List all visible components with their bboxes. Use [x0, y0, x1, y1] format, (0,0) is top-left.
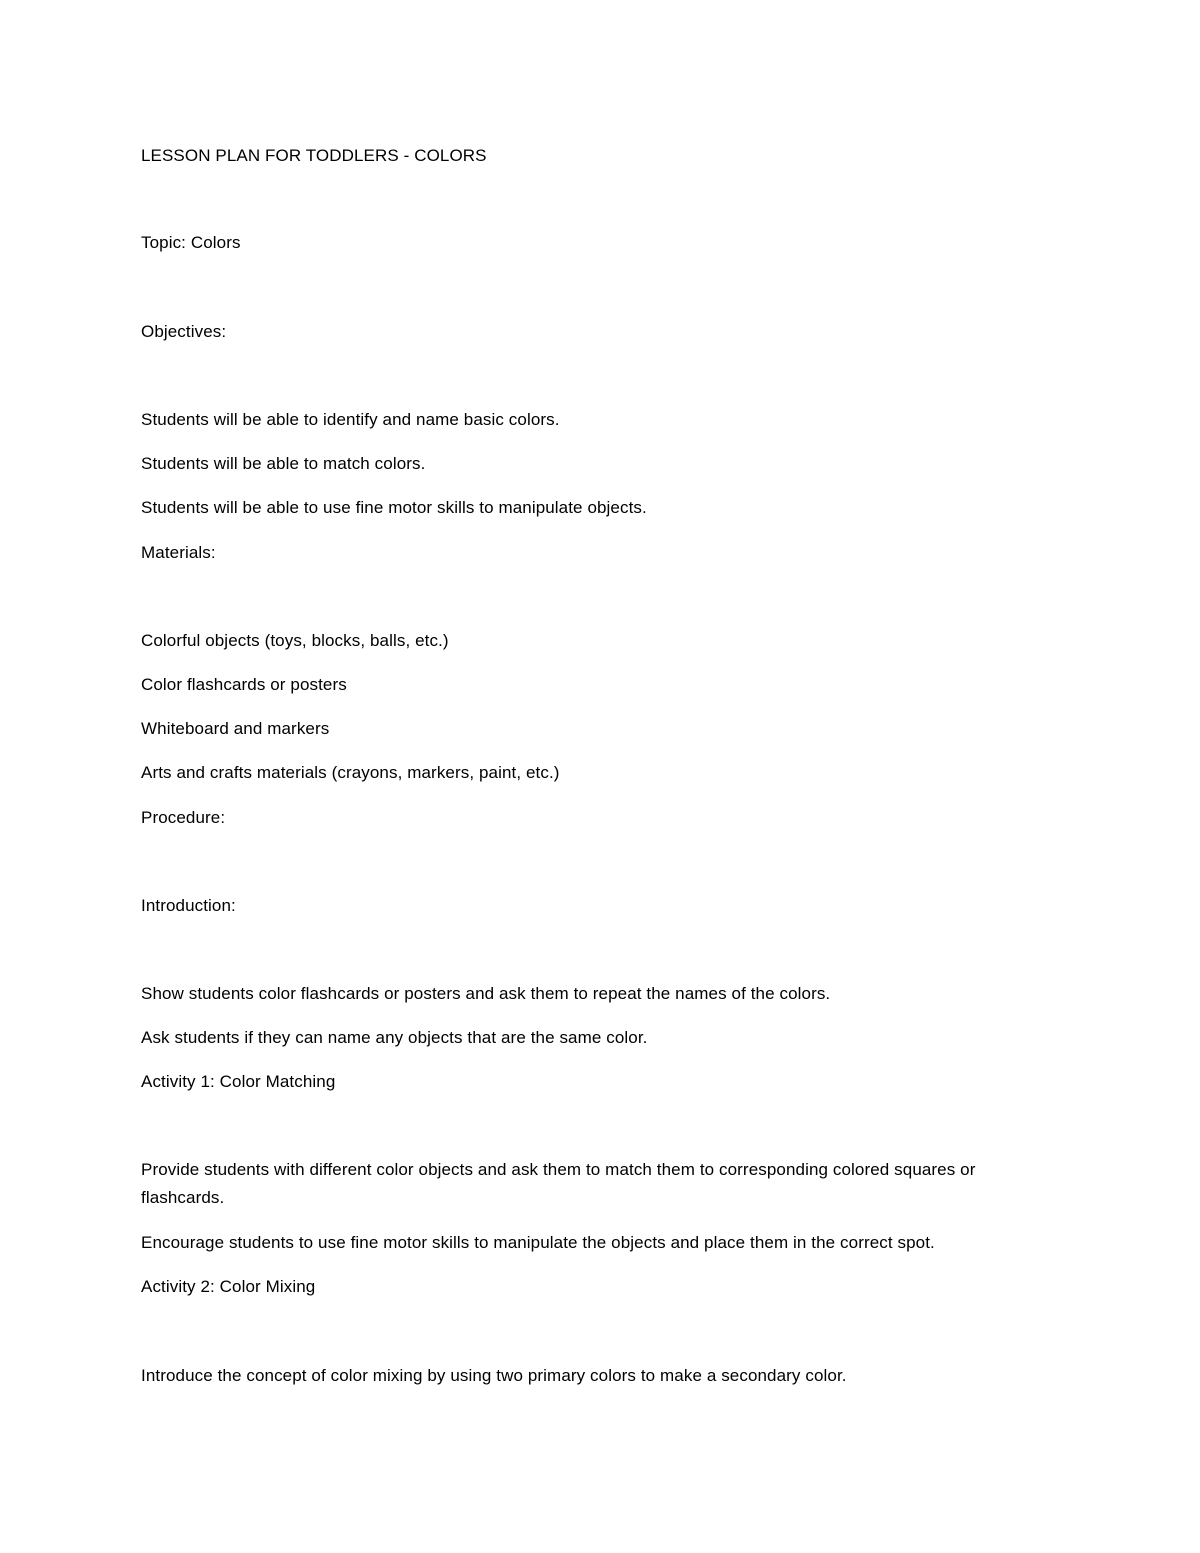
material-item: Arts and crafts materials (crayons, markers, paint, etc.) — [141, 763, 560, 782]
activity2-item: Introduce the concept of color mixing by using two primary colors to make a secondary color. — [141, 1366, 847, 1385]
objective-item: Students will be able to use fine motor skills to manipulate objects. — [141, 498, 647, 517]
objectives-heading: Objectives: — [141, 322, 227, 341]
material-item: Colorful objects (toys, blocks, balls, etc.) — [141, 631, 449, 650]
introduction-heading: Introduction: — [141, 896, 236, 915]
materials-heading: Materials: — [141, 543, 216, 562]
activity1-heading: Activity 1: Color Matching — [141, 1072, 336, 1091]
activity2-heading: Activity 2: Color Mixing — [141, 1277, 316, 1296]
document-title: LESSON PLAN FOR TODDLERS - COLORS — [141, 146, 487, 165]
objective-item: Students will be able to identify and name basic colors. — [141, 410, 560, 429]
introduction-item: Ask students if they can name any objects that are the same color. — [141, 1028, 648, 1047]
introduction-item: Show students color flashcards or posters and ask them to repeat the names of the colors. — [141, 984, 831, 1003]
material-item: Color flashcards or posters — [141, 675, 347, 694]
activity1-item: Provide students with different color objects and ask them to match them to corresponding colored squares or flashcards. — [141, 1160, 976, 1207]
material-item: Whiteboard and markers — [141, 719, 330, 738]
topic-line: Topic: Colors — [141, 233, 241, 252]
objective-item: Students will be able to match colors. — [141, 454, 426, 473]
activity1-item: Encourage students to use fine motor skills to manipulate the objects and place them in the correct spot. — [141, 1233, 935, 1252]
procedure-heading: Procedure: — [141, 808, 226, 827]
